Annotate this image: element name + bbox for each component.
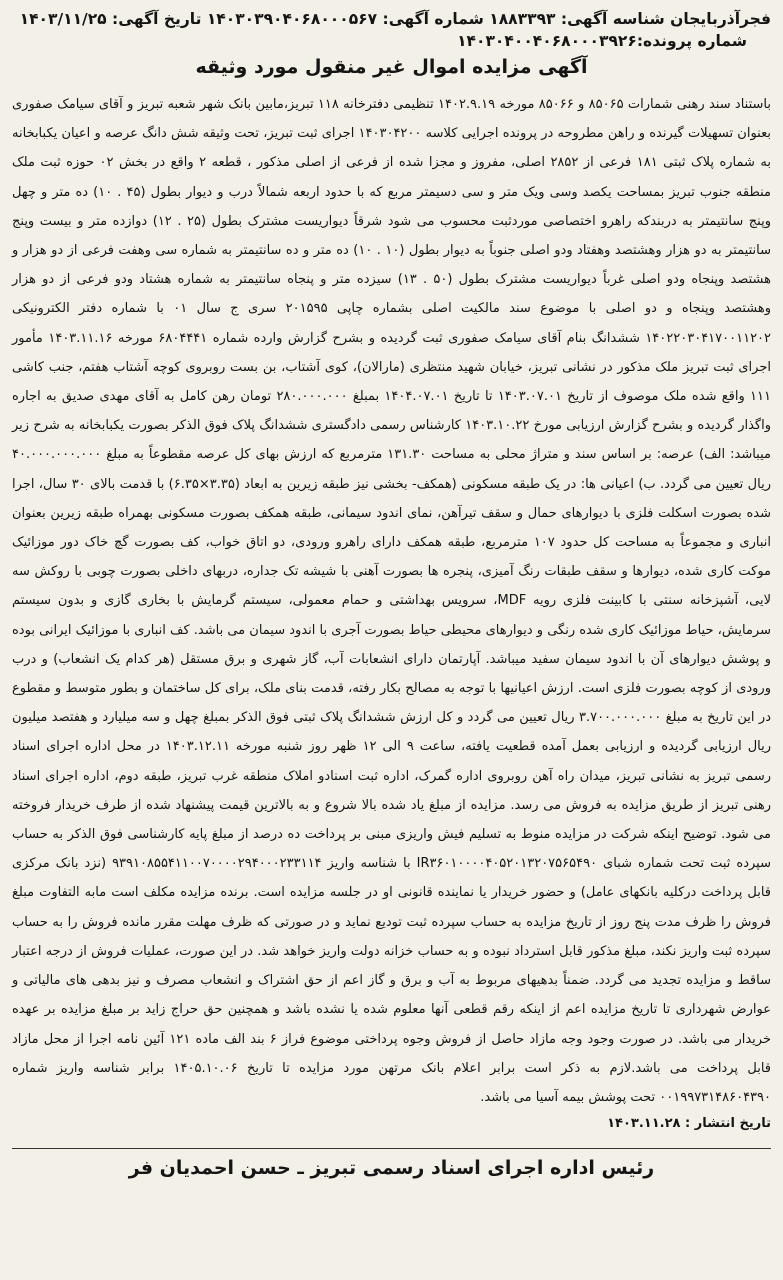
footer-divider [12, 1148, 771, 1149]
case-number: شماره پرونده:۱۴۰۳۰۴۰۰۴۰۶۸۰۰۰۳۹۲۶ [457, 32, 747, 50]
signature-line: رئیس اداره اجرای اسناد رسمی تبریز ـ حسن احمدیان فر [128, 1157, 655, 1180]
publish-date: تاریخ انتشار : ۱۴۰۳.۱۱.۲۸ [607, 1116, 771, 1132]
notice-body: باستناد سند رهنی شمارات ۸۵۰۶۵ و ۸۵۰۶۶ مورخه ۱۴۰۲.۹.۱۹ تنظیمی دفترخانه ۱۱۸ تبریز،مابین بانک شهر شعبه تبریز و آقای سیامک صفوری بعنوان تسهیلات گیرنده و راهن مطروحه در پرونده اجرایی کلاسه ۱۴۰۳۰۴۲۰۰ اجرای ثبت تبریز، تحت وثیقه شش دانگ عرصه و اعیان یکبابخانه به شماره پلاک ثبتی ۱۸۱ فرعی از ۲۸۵۲ اصلی، مفروز و مجزا شده از فرعی از اصلی مذکور ، قطعه ۲ واقع در بخش ۰۲ حوزه ثبت ملک منطقه جنوب تبریز بمساحت یکصد وسی ویک متر و سی دسیمتر مربع که با حدود اربعه شمالاً درب و دیوار بطول (۴۵ . ۱۰) ده متر و چهل وپنج سانتیمتر به دربندکه راهرو اختصاصی موردثبت محسوب می شود شرقاً دیواریست مشترک بطول (۲۵ . ۱۲) دوازده متر و بیست وپنج سانتیمتر به دو هزار وهشتصد وهفتاد ودو اصلی جنوباً به دیوار بطول (۱۰ . ۱۰) ده متر و ده سانتیمتر به شماره سی وهفت فرعی از دو هزار و هشتصد وپنجاه ودو اصلی غرباً دیواریست مشترک بطول (۵۰ . ۱۳) سیزده متر و پنجاه سانتیمتر به شماره هشتاد ودو فرعی از دو هزار وهشتصد وپنجاه و دو اصلی با موضوع سند مالکیت اصلی بشماره چاپی ۲۰۱۵۹۵ سری ج سال ۰۱ با شماره دفتر الکترونیکی ۱۴۰۲۲۰۳۰۴۱۷۰۰۱۱۲۰۲ ششدانگ بنام آقای سیامک صفوری ثبت گردیده و بشرح گزارش وارده شماره ۶۸۰۴۴۴۱ مورخه ۱۴۰۳.۱۱.۱۶ مأمور اجرای ثبت تبریز ملک مذکور در نشانی تبریز، خیابان شهید منتظری (مارالان)، کوی آشتاب، بن بست روبروی کوچه آشتاب هفتم، جنب کاشی ۱۱۱ واقع شده ملک موصوف از تاریخ ۱۴۰۳.۰۷.۰۱ تا تاریخ ۱۴۰۴.۰۷.۰۱ بمبلغ ۲۸۰.۰۰۰.۰۰۰ تومان رهن کامل به آقای مهدی صدیق به اجاره واگذار گردیده و بشرح گزارش ارزیابی مورخ ۱۴۰۳.۱۰.۲۲ کارشناس رسمی دادگستری ششدانگ پلاک فوق الذکر بصورت یکبابخانه به شرح زیر میباشد: الف) عرصه: بر اساس سند و متراژ محلی به مساحت ۱۳۱.۳۰ مترمربع که ارزش بهای کل عرصه مقطوعاً به مبلغ ۴۰.۰۰۰.۰۰۰.۰۰۰ ریال تعیین می گردد. ب) اعیانی ها: در یک طبقه مسکونی (همکف- بخشی نیز طبقه زیرین به ابعاد (۳.۳۵×۶.۳۵) با قدمت بالای ۳۰ سال، اجرا شده بصورت اسکلت فلزی با دیوارهای حمال و سقف تیرآهن، نمای اندود سیمانی، طبقه همکف بصورت مسکونی بهمراه طبقه زیرین بعنوان انباری و مجموعاً به مساحت کل حدود ۱۰۷ مترمربع، طبقه همکف دارای راهرو ورودی، دو اتاق خواب، کف بصورت گچ خاک دور موزائیک موکت کاری شده، دیوارها و سقف طبقات رنگ آمیزی، پنجره ها بصورت آهنی با شیشه تک جداره، دربهای داخلی بصورت چوبی با روکش سه لایی، آشپزخانه سنتی با کابینت فلزی رویه MDF، سرویس بهداشتی و حمام معمولی، سیستم گرمایش با بخاری گازی و بدون سیستم سرمایش، حیاط موزائیک کاری شده رنگی و دیوارهای محیطی حیاط بصورت آجری با اندود سیمان می باشد. کف انباری با موزائیک ایرانی بوده و پوشش دیوارهای آن با اندود سیمان سفید میباشد. آپارتمان دارای انشعابات آب، گاز شهری و برق مستقل (هر کدام یک انشعاب) و درب ورودی از کوچه بصورت فلزی است. ارزش اعیانیها با توجه به مصالح بکار رفته، قدمت بنای ملک، برای کل ساختمان و بطور متوسط و مقطوع در این تاریخ به مبلغ ۳.۷۰۰.۰۰۰.۰۰۰ ریال تعیین می گردد و کل ارزش ششدانگ پلاک ثبتی فوق الذکر بمبلغ چهل و سه میلیارد و هفتصد میلیون ریال ارزیابی گردیده و ارزیابی بعمل آمده قطعیت یافته، ساعت ۹ الی ۱۲ ظهر روز شنبه مورخه ۱۴۰۳.۱۲.۱۱ در محل اداره اجرای اسناد رسمی تبریز به نشانی تبریز، میدان راه آهن روبروی اداره گمرک، اداره ثبت اسنادو املاک منطقه غرب تبریز، طبقه دوم، اداره اجرای اسناد رهنی تبریز از طریق مزایده به فروش می رسد. مزایده از مبلغ یاد شده بالا شروع و به بالاترین قیمت پیشنهاد شده از طرف خریدار فروخته می شود. توضیح اینکه شرکت در مزایده منوط به تسلیم فیش واریزی مبنی بر پرداخت ده درصد از مبلغ پایه کارشناسی فوق الذکر به حساب سپرده ثبت تحت شماره شبای IR۳۶۰۱۰۰۰۰۴۰۵۲۰۱۳۲۰۷۵۶۵۴۹۰ با شناسه واریز ۹۳۹۱۰۸۵۵۴۱۱۰۰۷۰۰۰۰۲۹۴۰۰۰۲۳۳۱۱۴ (نزد بانک مرکزی قابل پرداخت درکلیه بانکهای عامل) و حضور خریدار یا نماینده قانونی او در جلسه مزایده است. برنده مزایده مکلف است مابه التفاوت مبلغ فروش را ظرف مدت پنج روز از تاریخ مزایده به حساب سپرده ثبت تودیع نماید و در صورتی که ظرف مهلت مقرر مانده فروش را به حساب سپرده ثبت واریز نکند، مبلغ مذکور قابل استرداد نبوده و به حساب خزانه دولت واریز خواهد شد. در این صورت، عملیات فروش از درجه اعتبار ساقط و مزایده تجدید می گردد. ضمناً بدهیهای مربوط به آب و برق و گاز اعم از حق اشتراک و انشعاب مصرف و نیز بدهی های مالیاتی و عوارض شهرداری تا تاریخ مزایده اعم از اینکه رقم قطعی آنها معلوم شده یا نشده باشد و همچنین حق حراج زاید بر مبلغ مزایده بر عهده خریدار می باشد. در صورت وجود وجه مازاد حاصل از فروش وجوه پرداختی موضوع فراز ۶ بند الف ماده ۱۲۱ آئین نامه اجرا از محل مازاد قابل پرداخت می باشد.لازم به ذکر است برابر اعلام بانک مرتهن مورد مزایده تا تاریخ ۱۴۰۵.۱۰.۰۶ برابر شناسه واریز شماره ۰۰۱۹۹۷۳۱۴۸۶۰۴۳۹۰ تحت پوشش بیمه آسیا می باشد. [12, 97, 772, 1105]
notice-header-ids: فجرآذربایجان شناسه آگهی: ۱۸۸۳۳۹۳ شماره آگهی: ۱۴۰۳۰۳۹۰۴۰۶۸۰۰۰۵۶۷ تاریخ آگهی: ۱۴۰۳/۱۱/۲۵ [19, 10, 771, 28]
notice-title: آگهی مزایده اموال غیر منقول مورد وثیقه [195, 56, 588, 78]
